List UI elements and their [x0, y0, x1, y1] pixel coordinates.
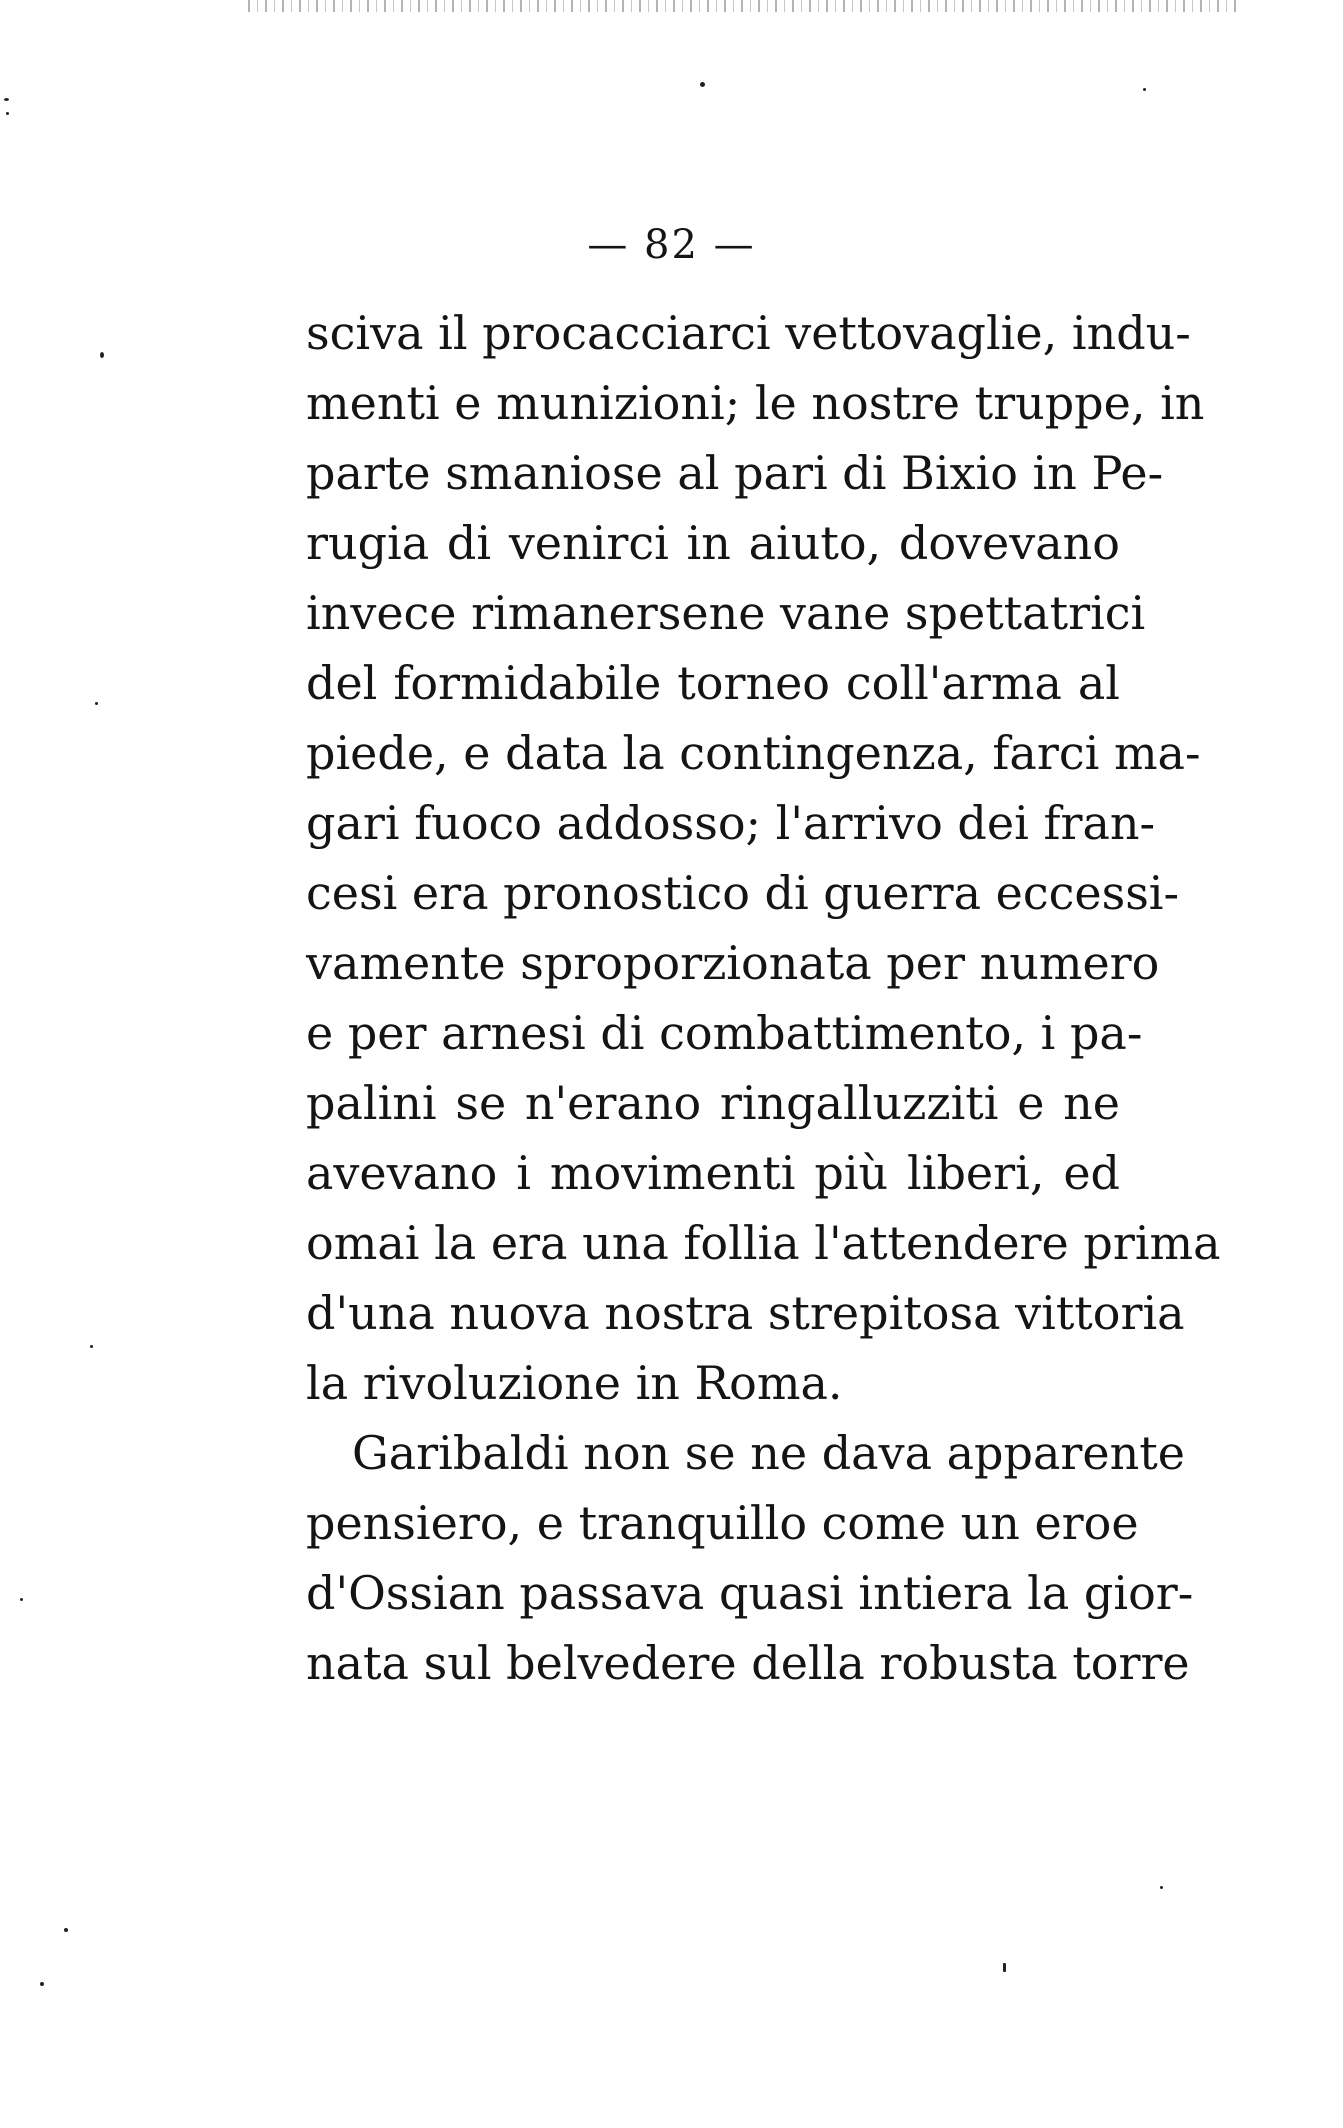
text-line: pensiero, e tranquillo come un eroe — [306, 1496, 1139, 1550]
page-number: — 82 — — [587, 222, 756, 268]
scan-speck — [1003, 1963, 1006, 1972]
scan-speck — [40, 1982, 44, 1986]
paragraph-2 — [306, 1418, 1194, 1698]
scan-speck — [90, 1345, 93, 1348]
text-line: la rivoluzione in Roma. — [306, 1356, 843, 1410]
page-body — [306, 298, 1221, 1698]
text-line: gari fuoco addosso; l'arrivo dei fran- — [306, 796, 1156, 850]
text-line: d'una nuova nostra strepitosa vittoria — [306, 1286, 1185, 1340]
text-line: sciva il procacciarci vettovaglie, indu- — [306, 306, 1191, 360]
text-line: piede, e data la contingenza, farci ma- — [306, 726, 1201, 780]
text-line: e per arnesi di combattimento, i pa- — [306, 1006, 1143, 1060]
scan-speck — [1160, 1886, 1163, 1889]
text-line: d'Ossian passava quasi intiera la gior- — [306, 1566, 1194, 1620]
scan-edge-noise — [248, 0, 1240, 12]
scan-speck — [100, 352, 104, 358]
scan-speck — [6, 112, 9, 115]
paragraph-1 — [306, 298, 1221, 1418]
text-line: del formidabile torneo coll'arma al — [306, 656, 1120, 710]
scan-speck — [20, 1598, 23, 1601]
scan-speck — [1143, 88, 1146, 91]
scan-speck — [95, 702, 98, 705]
text-line: cesi era pronostico di guerra eccessi- — [306, 866, 1180, 920]
text-line: invece rimanersene vane spettatrici — [306, 586, 1146, 640]
text-line: avevano i movimenti più liberi, ed — [306, 1146, 1120, 1200]
scan-speck — [4, 98, 9, 101]
text-line: palini se n'erano ringalluzziti e ne — [306, 1076, 1120, 1130]
text-line: parte smaniose al pari di Bixio in Pe- — [306, 446, 1164, 500]
text-line: vamente sproporzionata per numero — [306, 936, 1160, 990]
text-line: rugia di venirci in aiuto, dovevano — [306, 516, 1120, 570]
text-line: Garibaldi non se ne dava apparente — [352, 1426, 1185, 1480]
scan-speck — [64, 1928, 68, 1932]
text-line: menti e munizioni; le nostre truppe, in — [306, 376, 1205, 430]
scan-speck — [700, 82, 705, 87]
text-line: omai la era una follia l'attendere prima — [306, 1216, 1221, 1270]
text-line: nata sul belvedere della robusta torre — [306, 1636, 1190, 1690]
